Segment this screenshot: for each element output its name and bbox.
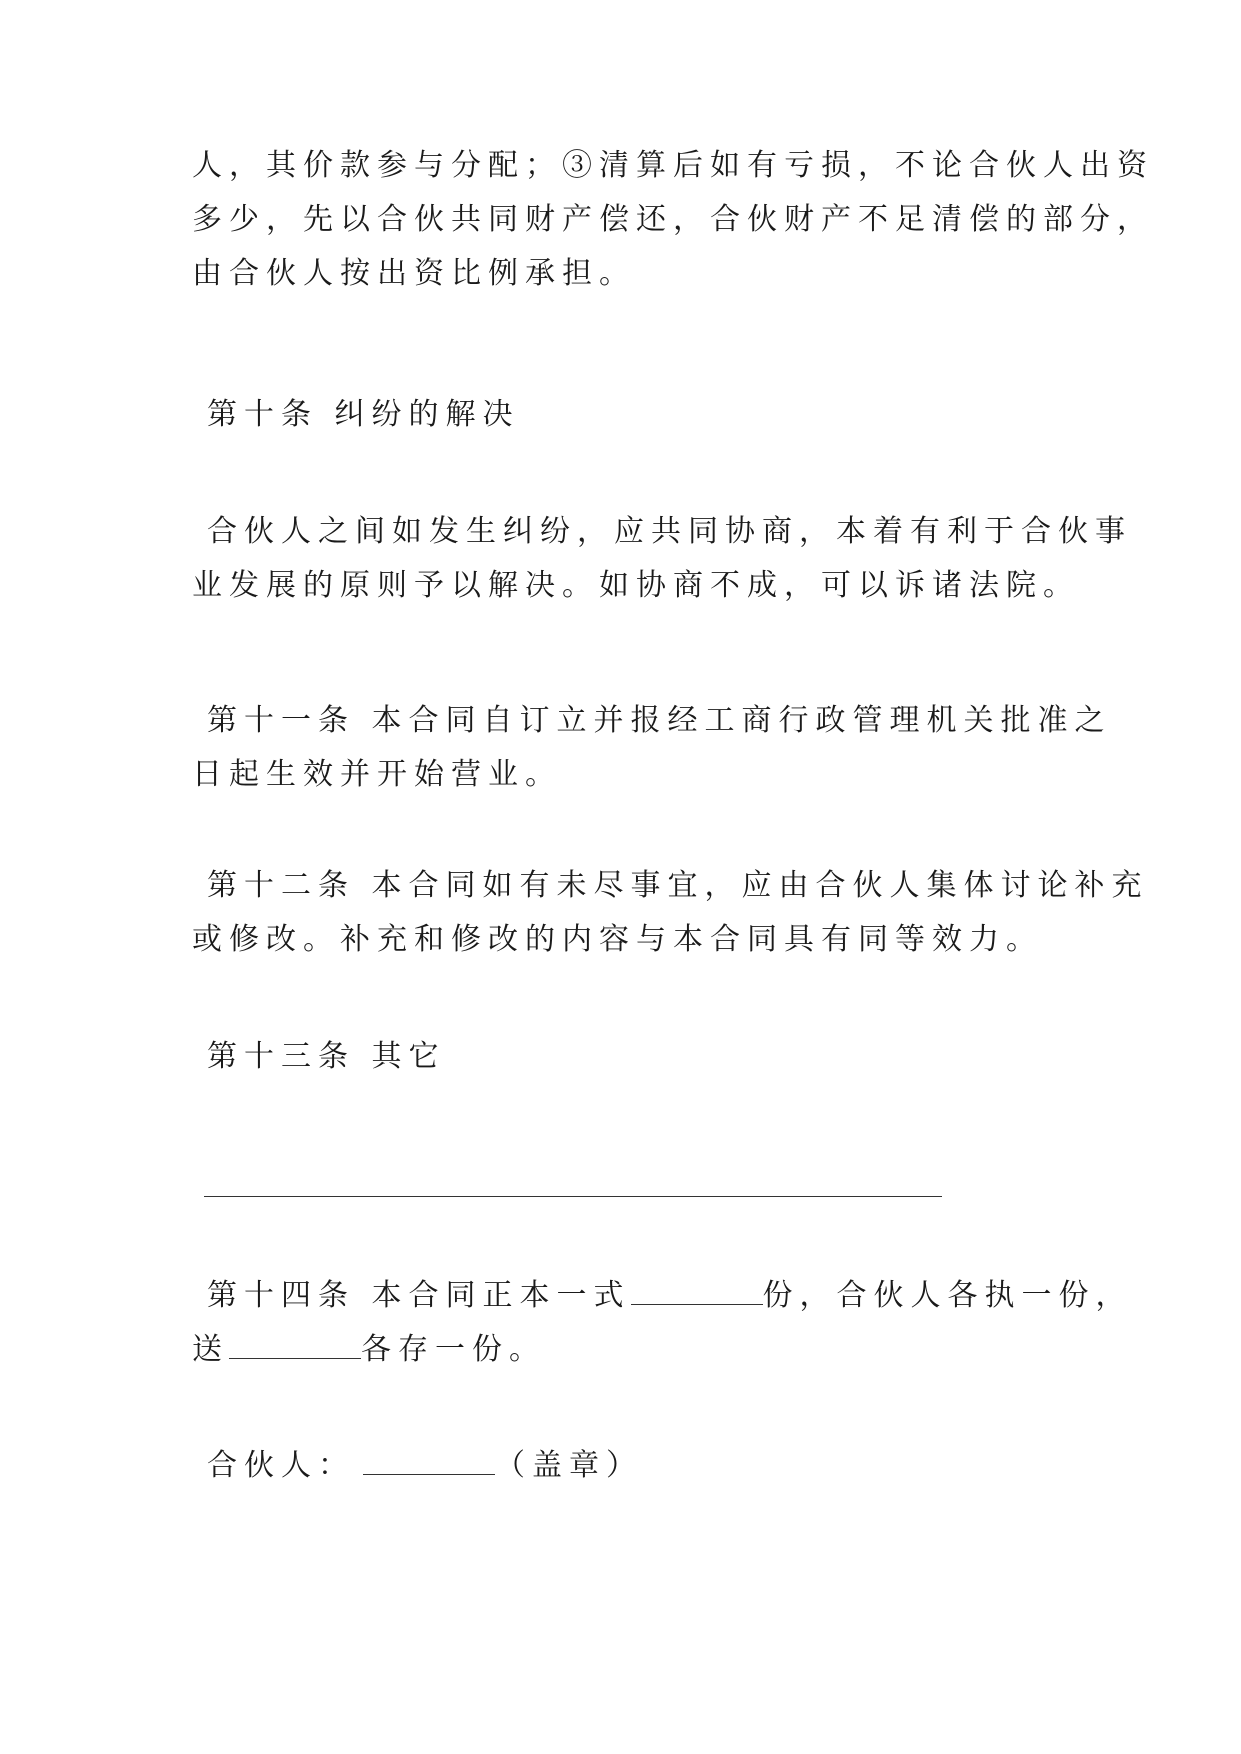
text-line: 日起生效并开始营业。 bbox=[192, 757, 562, 792]
partner-blank bbox=[363, 1444, 495, 1475]
text-segment: 份，合伙人各执一份， bbox=[762, 1278, 1133, 1313]
text-line bbox=[192, 1325, 546, 1375]
signature-label: 合伙人： bbox=[207, 1448, 355, 1483]
article-14-line bbox=[207, 1271, 1133, 1321]
seal-label: （盖章） bbox=[495, 1448, 643, 1483]
article-11-line: 第十一条 本合同自订立并报经工商行政管理机关批准之 bbox=[207, 703, 1112, 738]
text-line: 多少，先以合伙共同财产偿还，合伙财产不足清偿的部分， bbox=[192, 202, 1154, 237]
recipient-blank bbox=[229, 1328, 361, 1359]
text-line: 或修改。补充和修改的内容与本合同具有同等效力。 bbox=[192, 922, 1043, 957]
copies-blank bbox=[631, 1274, 763, 1305]
text-segment: 第十四条 本合同正本一式 bbox=[207, 1278, 631, 1313]
text-line: 合伙人之间如发生纠纷，应共同协商，本着有利于合伙事 bbox=[207, 514, 1132, 549]
signature-line bbox=[207, 1441, 643, 1491]
article-13-heading: 第十三条 其它 bbox=[207, 1039, 446, 1074]
text-line: 由合伙人按出资比例承担。 bbox=[192, 256, 636, 291]
article-12-line: 第十二条 本合同如有未尽事宜，应由合伙人集体讨论补充 bbox=[207, 868, 1149, 903]
article-10-heading: 第十条 纠纷的解决 bbox=[207, 397, 520, 432]
text-segment: 送 bbox=[192, 1332, 229, 1367]
text-line: 业发展的原则予以解决。如协商不成，可以诉诸法院。 bbox=[192, 568, 1080, 603]
text-segment: 各存一份。 bbox=[361, 1332, 546, 1367]
text-line: 人，其价款参与分配；③清算后如有亏损，不论合伙人出资 bbox=[192, 148, 1154, 183]
fill-in-line bbox=[204, 1196, 942, 1197]
